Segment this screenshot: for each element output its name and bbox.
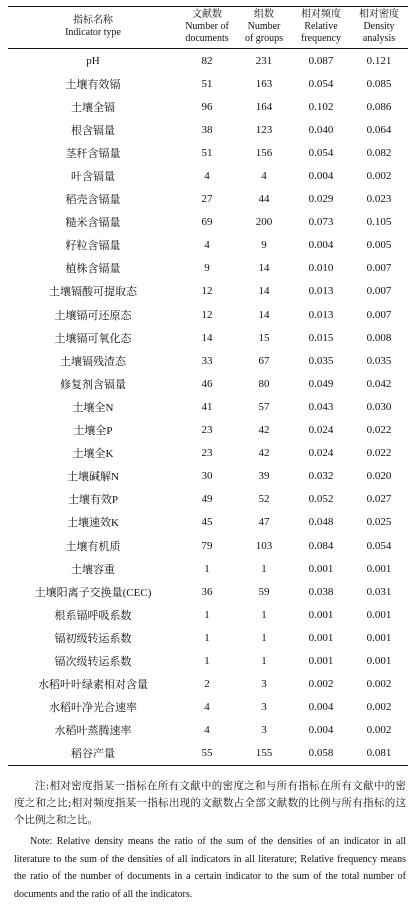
cell-density: 0.008 bbox=[366, 331, 392, 344]
cell-frequency: 0.001 bbox=[308, 654, 334, 667]
note-chinese: 注:相对密度指某一指标在所有文献中的密度之和与所有指标在所有文献中的密度之和之比;相对频度指某一指标出现的文献数占全部文献数的比例与所有指标的这个比例之和之比。 bbox=[14, 779, 406, 826]
table-row bbox=[8, 280, 408, 303]
header-frequency-cn: 相对频度 bbox=[301, 9, 341, 20]
cell-indicator: 籽粒含镉量 bbox=[65, 240, 121, 253]
cell-documents: 4 bbox=[204, 170, 210, 183]
cell-indicator: 土壤全K bbox=[72, 448, 114, 461]
header-indicator-cn: 指标名称 bbox=[73, 15, 113, 26]
cell-groups: 67 bbox=[258, 354, 270, 367]
table-row bbox=[8, 673, 408, 696]
cell-density: 0.030 bbox=[366, 400, 392, 413]
header-groups-cn: 组数 bbox=[254, 9, 274, 20]
cell-density: 0.007 bbox=[366, 262, 392, 275]
cell-documents: 45 bbox=[201, 516, 213, 529]
cell-density: 0.001 bbox=[366, 562, 392, 575]
cell-density: 0.022 bbox=[366, 447, 392, 460]
cell-documents: 9 bbox=[204, 262, 210, 275]
cell-groups: 14 bbox=[258, 308, 270, 321]
cell-density: 0.001 bbox=[366, 654, 392, 667]
cell-frequency: 0.048 bbox=[308, 516, 334, 529]
header-documents-en1: Number of bbox=[185, 21, 229, 32]
cell-indicator: 土壤镉残渣态 bbox=[60, 355, 126, 368]
table-row bbox=[8, 442, 408, 465]
indicator-table bbox=[8, 6, 408, 766]
header-density-en2: analysis bbox=[362, 33, 396, 44]
table-row bbox=[8, 719, 408, 742]
cell-frequency: 0.001 bbox=[308, 608, 334, 621]
table-body bbox=[8, 49, 408, 766]
cell-groups: 42 bbox=[258, 424, 270, 437]
cell-documents: 36 bbox=[201, 585, 213, 598]
cell-density: 0.035 bbox=[366, 354, 392, 367]
cell-frequency: 0.004 bbox=[308, 701, 334, 714]
cell-groups: 4 bbox=[261, 170, 267, 183]
cell-groups: 1 bbox=[261, 608, 267, 621]
table-row bbox=[8, 649, 408, 672]
cell-frequency: 0.004 bbox=[308, 239, 334, 252]
cell-indicator: 茎秆含镉量 bbox=[65, 147, 121, 160]
cell-density: 0.023 bbox=[366, 193, 392, 206]
cell-documents: 96 bbox=[201, 100, 213, 113]
cell-indicator: 土壤阳离子交换量(CEC) bbox=[34, 586, 152, 599]
header-documents bbox=[178, 7, 236, 49]
cell-frequency: 0.004 bbox=[308, 724, 334, 737]
table-row bbox=[8, 742, 408, 766]
table-row bbox=[8, 534, 408, 557]
cell-density: 0.031 bbox=[366, 585, 392, 598]
cell-indicator: 糙米含镉量 bbox=[65, 217, 121, 230]
cell-groups: 3 bbox=[261, 701, 267, 714]
cell-groups: 15 bbox=[258, 331, 270, 344]
cell-groups: 14 bbox=[258, 262, 270, 275]
table-row bbox=[8, 488, 408, 511]
cell-groups: 47 bbox=[258, 516, 270, 529]
cell-documents: 1 bbox=[204, 562, 210, 575]
cell-documents: 41 bbox=[201, 400, 213, 413]
cell-frequency: 0.001 bbox=[308, 562, 334, 575]
cell-groups: 163 bbox=[255, 77, 273, 90]
table-row bbox=[8, 49, 408, 73]
cell-documents: 1 bbox=[204, 654, 210, 667]
cell-indicator: 稻谷产量 bbox=[71, 748, 115, 761]
cell-frequency: 0.013 bbox=[308, 285, 334, 298]
cell-groups: 155 bbox=[255, 747, 273, 760]
cell-density: 0.082 bbox=[366, 146, 392, 159]
cell-density: 0.025 bbox=[366, 516, 392, 529]
cell-groups: 156 bbox=[255, 146, 273, 159]
cell-groups: 9 bbox=[261, 239, 267, 252]
table-row bbox=[8, 419, 408, 442]
header-density bbox=[350, 7, 408, 49]
cell-indicator: 水稻叶净光合速率 bbox=[49, 702, 137, 715]
cell-groups: 39 bbox=[258, 470, 270, 483]
cell-indicator: 修复剂含镉量 bbox=[60, 378, 126, 391]
cell-frequency: 0.049 bbox=[308, 377, 334, 390]
cell-frequency: 0.087 bbox=[308, 54, 334, 67]
cell-density: 0.054 bbox=[366, 539, 392, 552]
cell-frequency: 0.024 bbox=[308, 447, 334, 460]
header-frequency-en2: frequency bbox=[301, 33, 341, 44]
cell-indicator: pH bbox=[86, 54, 100, 67]
cell-groups: 14 bbox=[258, 285, 270, 298]
cell-density: 0.002 bbox=[366, 724, 392, 737]
cell-density: 0.002 bbox=[366, 170, 392, 183]
cell-density: 0.105 bbox=[366, 216, 392, 229]
cell-density: 0.064 bbox=[366, 123, 392, 136]
cell-frequency: 0.001 bbox=[308, 631, 334, 644]
table-row bbox=[8, 557, 408, 580]
cell-documents: 4 bbox=[204, 239, 210, 252]
cell-frequency: 0.058 bbox=[308, 747, 334, 760]
cell-frequency: 0.073 bbox=[308, 216, 334, 229]
cell-groups: 52 bbox=[258, 493, 270, 506]
cell-density: 0.042 bbox=[366, 377, 392, 390]
cell-documents: 27 bbox=[201, 193, 213, 206]
cell-groups: 123 bbox=[255, 123, 273, 136]
cell-indicator: 镉初级转运系数 bbox=[54, 632, 132, 645]
cell-indicator: 土壤速效K bbox=[67, 517, 119, 530]
cell-groups: 42 bbox=[258, 447, 270, 460]
cell-documents: 1 bbox=[204, 608, 210, 621]
table-row bbox=[8, 465, 408, 488]
cell-indicator: 土壤有效P bbox=[67, 494, 119, 507]
cell-documents: 82 bbox=[201, 54, 213, 67]
cell-indicator: 根含镉量 bbox=[71, 124, 115, 137]
cell-documents: 51 bbox=[201, 77, 213, 90]
cell-documents: 38 bbox=[201, 123, 213, 136]
table-row bbox=[8, 95, 408, 118]
header-frequency bbox=[292, 7, 350, 49]
table-row bbox=[8, 349, 408, 372]
cell-documents: 23 bbox=[201, 447, 213, 460]
cell-indicator: 稻壳含镉量 bbox=[65, 194, 121, 207]
cell-frequency: 0.010 bbox=[308, 262, 334, 275]
header-groups bbox=[236, 7, 292, 49]
header-groups-en2: of groups bbox=[244, 33, 284, 44]
cell-groups: 80 bbox=[258, 377, 270, 390]
header-documents-cn: 文献数 bbox=[192, 9, 222, 20]
cell-groups: 231 bbox=[255, 54, 273, 67]
cell-density: 0.020 bbox=[366, 470, 392, 483]
table-row bbox=[8, 603, 408, 626]
cell-documents: 2 bbox=[204, 678, 210, 691]
cell-indicator: 土壤有效镉 bbox=[65, 78, 121, 91]
cell-density: 0.086 bbox=[366, 100, 392, 113]
cell-documents: 33 bbox=[201, 354, 213, 367]
cell-documents: 46 bbox=[201, 377, 213, 390]
table-row bbox=[8, 626, 408, 649]
cell-frequency: 0.013 bbox=[308, 308, 334, 321]
cell-density: 0.001 bbox=[366, 631, 392, 644]
cell-indicator: 土壤全P bbox=[73, 425, 113, 438]
cell-frequency: 0.029 bbox=[308, 193, 334, 206]
cell-frequency: 0.054 bbox=[308, 77, 334, 90]
cell-indicator: 土壤容重 bbox=[71, 563, 115, 576]
cell-indicator: 土壤全镉 bbox=[71, 101, 115, 114]
cell-documents: 30 bbox=[201, 470, 213, 483]
cell-frequency: 0.084 bbox=[308, 539, 334, 552]
cell-density: 0.007 bbox=[366, 308, 392, 321]
note-english: Note: Relative density means the ratio of the sum of the densities of an indicator in all literature to the sum of the densities of all indicators in all literature; Relative frequency means the ratio of the number of documents in a certain indicator to the sum of the total number of documents and the ratio of all the indicators. bbox=[14, 836, 406, 900]
table-row bbox=[8, 72, 408, 95]
cell-indicator: 镉次级转运系数 bbox=[54, 655, 132, 668]
header-row bbox=[8, 7, 408, 49]
cell-frequency: 0.032 bbox=[308, 470, 334, 483]
cell-density: 0.005 bbox=[366, 239, 392, 252]
cell-documents: 69 bbox=[201, 216, 213, 229]
cell-documents: 23 bbox=[201, 424, 213, 437]
cell-density: 0.085 bbox=[366, 77, 392, 90]
cell-groups: 200 bbox=[255, 216, 273, 229]
cell-documents: 4 bbox=[204, 724, 210, 737]
cell-indicator: 土壤有机质 bbox=[65, 540, 121, 553]
cell-density: 0.027 bbox=[366, 493, 392, 506]
cell-documents: 14 bbox=[201, 331, 213, 344]
cell-frequency: 0.002 bbox=[308, 678, 334, 691]
cell-groups: 1 bbox=[261, 562, 267, 575]
cell-density: 0.121 bbox=[366, 54, 392, 67]
cell-groups: 1 bbox=[261, 654, 267, 667]
table-row bbox=[8, 580, 408, 603]
cell-indicator: 土壤碱解N bbox=[67, 471, 119, 484]
cell-indicator: 水稻叶蒸腾速率 bbox=[54, 725, 132, 738]
header-indicator bbox=[8, 7, 178, 49]
cell-documents: 1 bbox=[204, 631, 210, 644]
cell-indicator: 植株含镉量 bbox=[65, 263, 121, 276]
cell-indicator: 土壤镉可氧化态 bbox=[54, 332, 132, 345]
cell-frequency: 0.035 bbox=[308, 354, 334, 367]
cell-indicator: 土壤全N bbox=[72, 401, 114, 414]
cell-indicator: 水稻叶叶绿素相对含量 bbox=[38, 679, 148, 692]
cell-frequency: 0.015 bbox=[308, 331, 334, 344]
table-row bbox=[8, 303, 408, 326]
header-frequency-en1: Relative bbox=[304, 21, 338, 32]
cell-documents: 79 bbox=[201, 539, 213, 552]
cell-groups: 59 bbox=[258, 585, 270, 598]
cell-groups: 3 bbox=[261, 724, 267, 737]
table-row bbox=[8, 234, 408, 257]
table-row bbox=[8, 395, 408, 418]
cell-density: 0.022 bbox=[366, 424, 392, 437]
cell-frequency: 0.024 bbox=[308, 424, 334, 437]
cell-documents: 55 bbox=[201, 747, 213, 760]
cell-indicator: 叶含镉量 bbox=[71, 171, 115, 184]
cell-groups: 57 bbox=[258, 400, 270, 413]
cell-frequency: 0.004 bbox=[308, 170, 334, 183]
cell-documents: 4 bbox=[204, 701, 210, 714]
table-row bbox=[8, 372, 408, 395]
header-density-en1: Density bbox=[363, 21, 395, 32]
cell-density: 0.081 bbox=[366, 747, 392, 760]
cell-indicator: 根系镉呼吸系数 bbox=[54, 609, 132, 622]
table-header bbox=[8, 7, 408, 49]
cell-frequency: 0.102 bbox=[308, 100, 334, 113]
cell-frequency: 0.054 bbox=[308, 146, 334, 159]
cell-indicator: 土壤镉可还原态 bbox=[54, 309, 132, 322]
cell-documents: 49 bbox=[201, 493, 213, 506]
cell-documents: 51 bbox=[201, 146, 213, 159]
cell-groups: 44 bbox=[258, 193, 270, 206]
table-row bbox=[8, 141, 408, 164]
cell-density: 0.001 bbox=[366, 608, 392, 621]
cell-groups: 164 bbox=[255, 100, 273, 113]
cell-groups: 3 bbox=[261, 678, 267, 691]
header-density-cn: 相对密度 bbox=[359, 9, 399, 20]
header-documents-en2: documents bbox=[185, 33, 229, 44]
table-row bbox=[8, 257, 408, 280]
cell-frequency: 0.043 bbox=[308, 400, 334, 413]
table-row bbox=[8, 511, 408, 534]
header-indicator-en: Indicator type bbox=[65, 27, 121, 38]
cell-density: 0.002 bbox=[366, 678, 392, 691]
table-row bbox=[8, 211, 408, 234]
cell-groups: 103 bbox=[255, 539, 273, 552]
cell-density: 0.007 bbox=[366, 285, 392, 298]
header-groups-en1: Number bbox=[247, 21, 281, 32]
cell-documents: 12 bbox=[201, 308, 213, 321]
cell-documents: 12 bbox=[201, 285, 213, 298]
table-row bbox=[8, 188, 408, 211]
table-row bbox=[8, 164, 408, 187]
table-row bbox=[8, 118, 408, 141]
cell-frequency: 0.038 bbox=[308, 585, 334, 598]
cell-indicator: 土壤镉酸可提取态 bbox=[49, 286, 137, 299]
cell-frequency: 0.052 bbox=[308, 493, 334, 506]
table-row bbox=[8, 326, 408, 349]
cell-groups: 1 bbox=[261, 631, 267, 644]
cell-density: 0.002 bbox=[366, 701, 392, 714]
table-row bbox=[8, 696, 408, 719]
cell-frequency: 0.040 bbox=[308, 123, 334, 136]
